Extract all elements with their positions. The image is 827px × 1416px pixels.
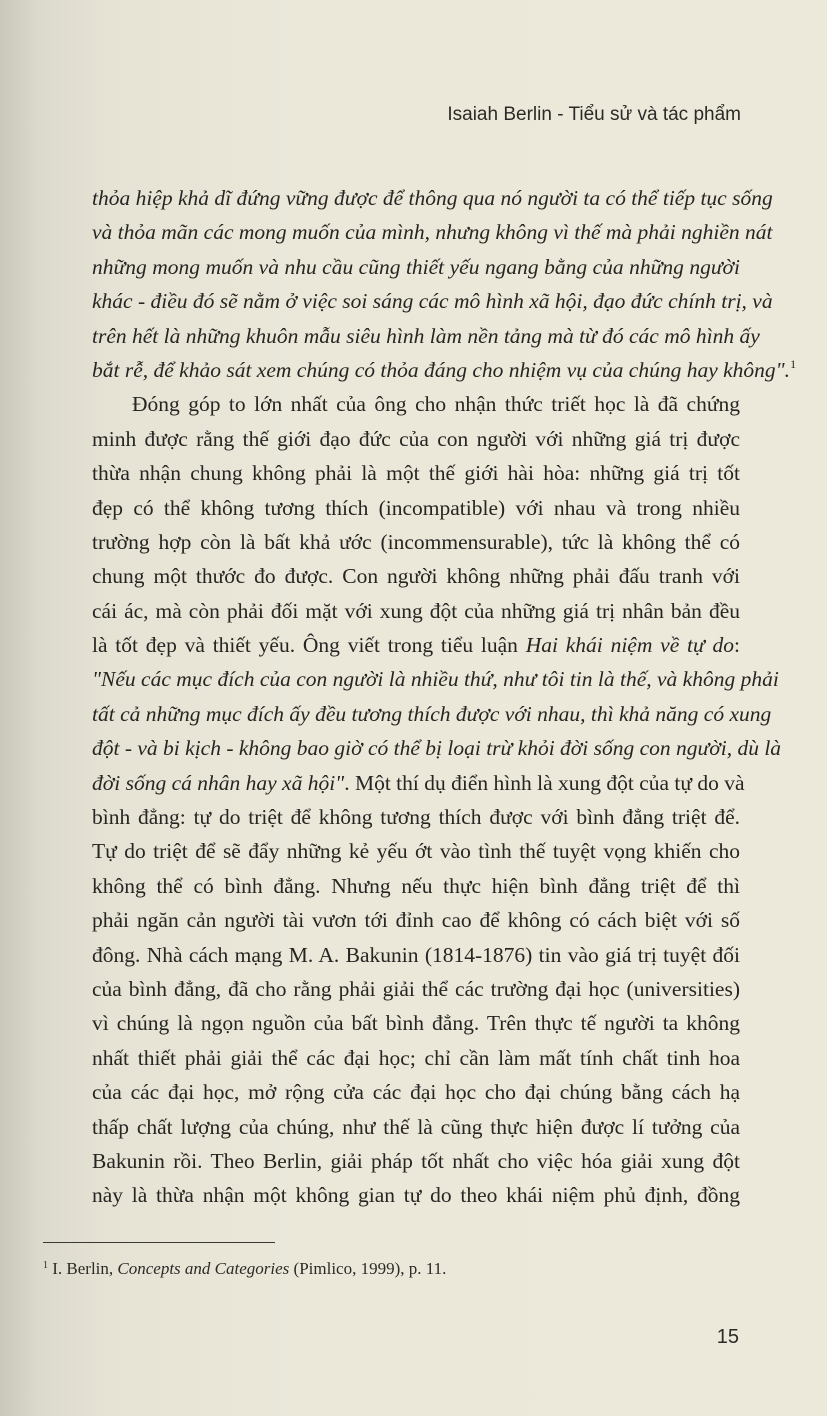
text-line: trường hợp còn là bất khả ước (incommensurable), tức là không thể có bbox=[92, 529, 740, 554]
essay-title: Hai khái niệm về tự do bbox=[525, 633, 735, 658]
text-line: đẹp có thể không tương thích (incompatible) với nhau và trong nhiều bbox=[92, 495, 740, 520]
text-line: Đóng góp to lớn nhất của ông cho nhận thức triết học là đã chứng bbox=[132, 392, 740, 417]
text-line: thấp chất lượng của chúng, như thế là cũng thực hiện được lí tưởng của bbox=[92, 1114, 740, 1139]
text-line: chung một thước đo được. Con người không những phải đấu tranh với bbox=[92, 564, 740, 589]
text-line: bình đẳng: tự do triệt để không tương thích được với bình đẳng triệt để. bbox=[92, 805, 740, 830]
text-line: trên hết là những khuôn mẫu siêu hình làm nền tảng mà từ đó các mô hình ấy bbox=[92, 323, 760, 348]
running-head: Isaiah Berlin - Tiểu sử và tác phẩm bbox=[447, 104, 741, 125]
paragraph-main bbox=[92, 387, 782, 1212]
text-line-segment: . Một thí dụ điển hình là xung đột của tự do và bbox=[344, 770, 745, 795]
footnote-book-title: Concepts and Categories bbox=[117, 1259, 290, 1278]
text-line: này là thừa nhận một không gian tự do theo khái niệm phủ định, đồng bbox=[92, 1183, 740, 1208]
footnote bbox=[43, 1259, 446, 1279]
footnote-author: I. Berlin, bbox=[48, 1259, 118, 1278]
footnote-reference: 1 bbox=[790, 356, 797, 371]
page-number: 15 bbox=[716, 1326, 739, 1348]
body-text bbox=[92, 181, 797, 1213]
text-line: đột - và bi kịch - không bao giờ có thể bị loại trừ khỏi đời sống con người, dù là bbox=[92, 736, 782, 761]
text-line: phải ngăn cản người tài vươn tới đỉnh cao để không có cách biệt với số bbox=[92, 908, 740, 933]
text-line bbox=[92, 353, 797, 387]
footnote-publication: (Pimlico, 1999), p. 11. bbox=[289, 1259, 447, 1278]
paragraph-quote-continuation bbox=[92, 181, 797, 387]
text-line-segment: : bbox=[734, 633, 740, 658]
footnote-number: 1 bbox=[43, 1260, 48, 1271]
text-line: của các đại học, mở rộng cửa các đại học cho đại chúng bằng cách hạ bbox=[92, 1080, 740, 1105]
text-line: của bình đẳng, đã cho rằng phải giải thể các trường đại học (universities) bbox=[92, 976, 740, 1001]
text-line: những mong muốn và nhu cầu cũng thiết yếu ngang bằng của những người bbox=[92, 254, 740, 279]
text-line: vì chúng là ngọn nguồn của bất bình đẳng. Trên thực tế người ta không bbox=[92, 1011, 740, 1036]
text-line: đông. Nhà cách mạng M. A. Bakunin (1814-1876) tin vào giá trị tuyệt đối bbox=[92, 942, 740, 967]
text-line bbox=[92, 628, 740, 662]
text-line-segment: đời sống cá nhân hay xã hội" bbox=[92, 770, 345, 795]
text-line: khác - điều đó sẽ nằm ở việc soi sáng các mô hình xã hội, đạo đức chính trị, và bbox=[92, 289, 773, 314]
text-line: Bakunin rồi. Theo Berlin, giải pháp tốt nhất cho việc hóa giải xung đột bbox=[92, 1148, 740, 1173]
text-line-segment: bắt rễ, để khảo sát xem chúng có thỏa đáng cho nhiệm vụ của chúng hay không". bbox=[92, 357, 791, 382]
text-line: Tự do triệt để sẽ đẩy những kẻ yếu ớt vào tình thế tuyệt vọng khiến cho bbox=[92, 839, 740, 864]
text-line: tất cả những mục đích ấy đều tương thích được với nhau, thì khả năng có xung bbox=[92, 701, 772, 726]
footnote-divider bbox=[43, 1242, 275, 1243]
text-line: thừa nhận chung không phải là một thế giới hài hòa: những giá trị tốt bbox=[92, 461, 740, 486]
text-line: thỏa hiệp khả dĩ đứng vững được để thông qua nó người ta có thể tiếp tục sống bbox=[92, 186, 773, 210]
text-line: và thỏa mãn các mong muốn của mình, nhưng không vì thế mà phải nghiền nát bbox=[92, 220, 773, 245]
text-line: minh được rằng thế giới đạo đức của con người với những giá trị được bbox=[92, 426, 740, 451]
text-line: nhất thiết phải giải thể các đại học; chỉ cần làm mất tính chất tinh hoa bbox=[92, 1045, 740, 1070]
text-line: "Nếu các mục đích của con người là nhiều thứ, như tôi tin là thế, và không phải bbox=[92, 667, 779, 692]
text-line bbox=[92, 766, 745, 800]
text-line: cái ác, mà còn phải đối mặt với xung đột của những giá trị nhân bản đều bbox=[92, 598, 740, 623]
text-line: không thể có bình đẳng. Nhưng nếu thực hiện bình đẳng triệt để thì bbox=[92, 873, 740, 898]
text-line-segment: là tốt đẹp và thiết yếu. Ông viết trong tiểu luận bbox=[92, 633, 526, 658]
